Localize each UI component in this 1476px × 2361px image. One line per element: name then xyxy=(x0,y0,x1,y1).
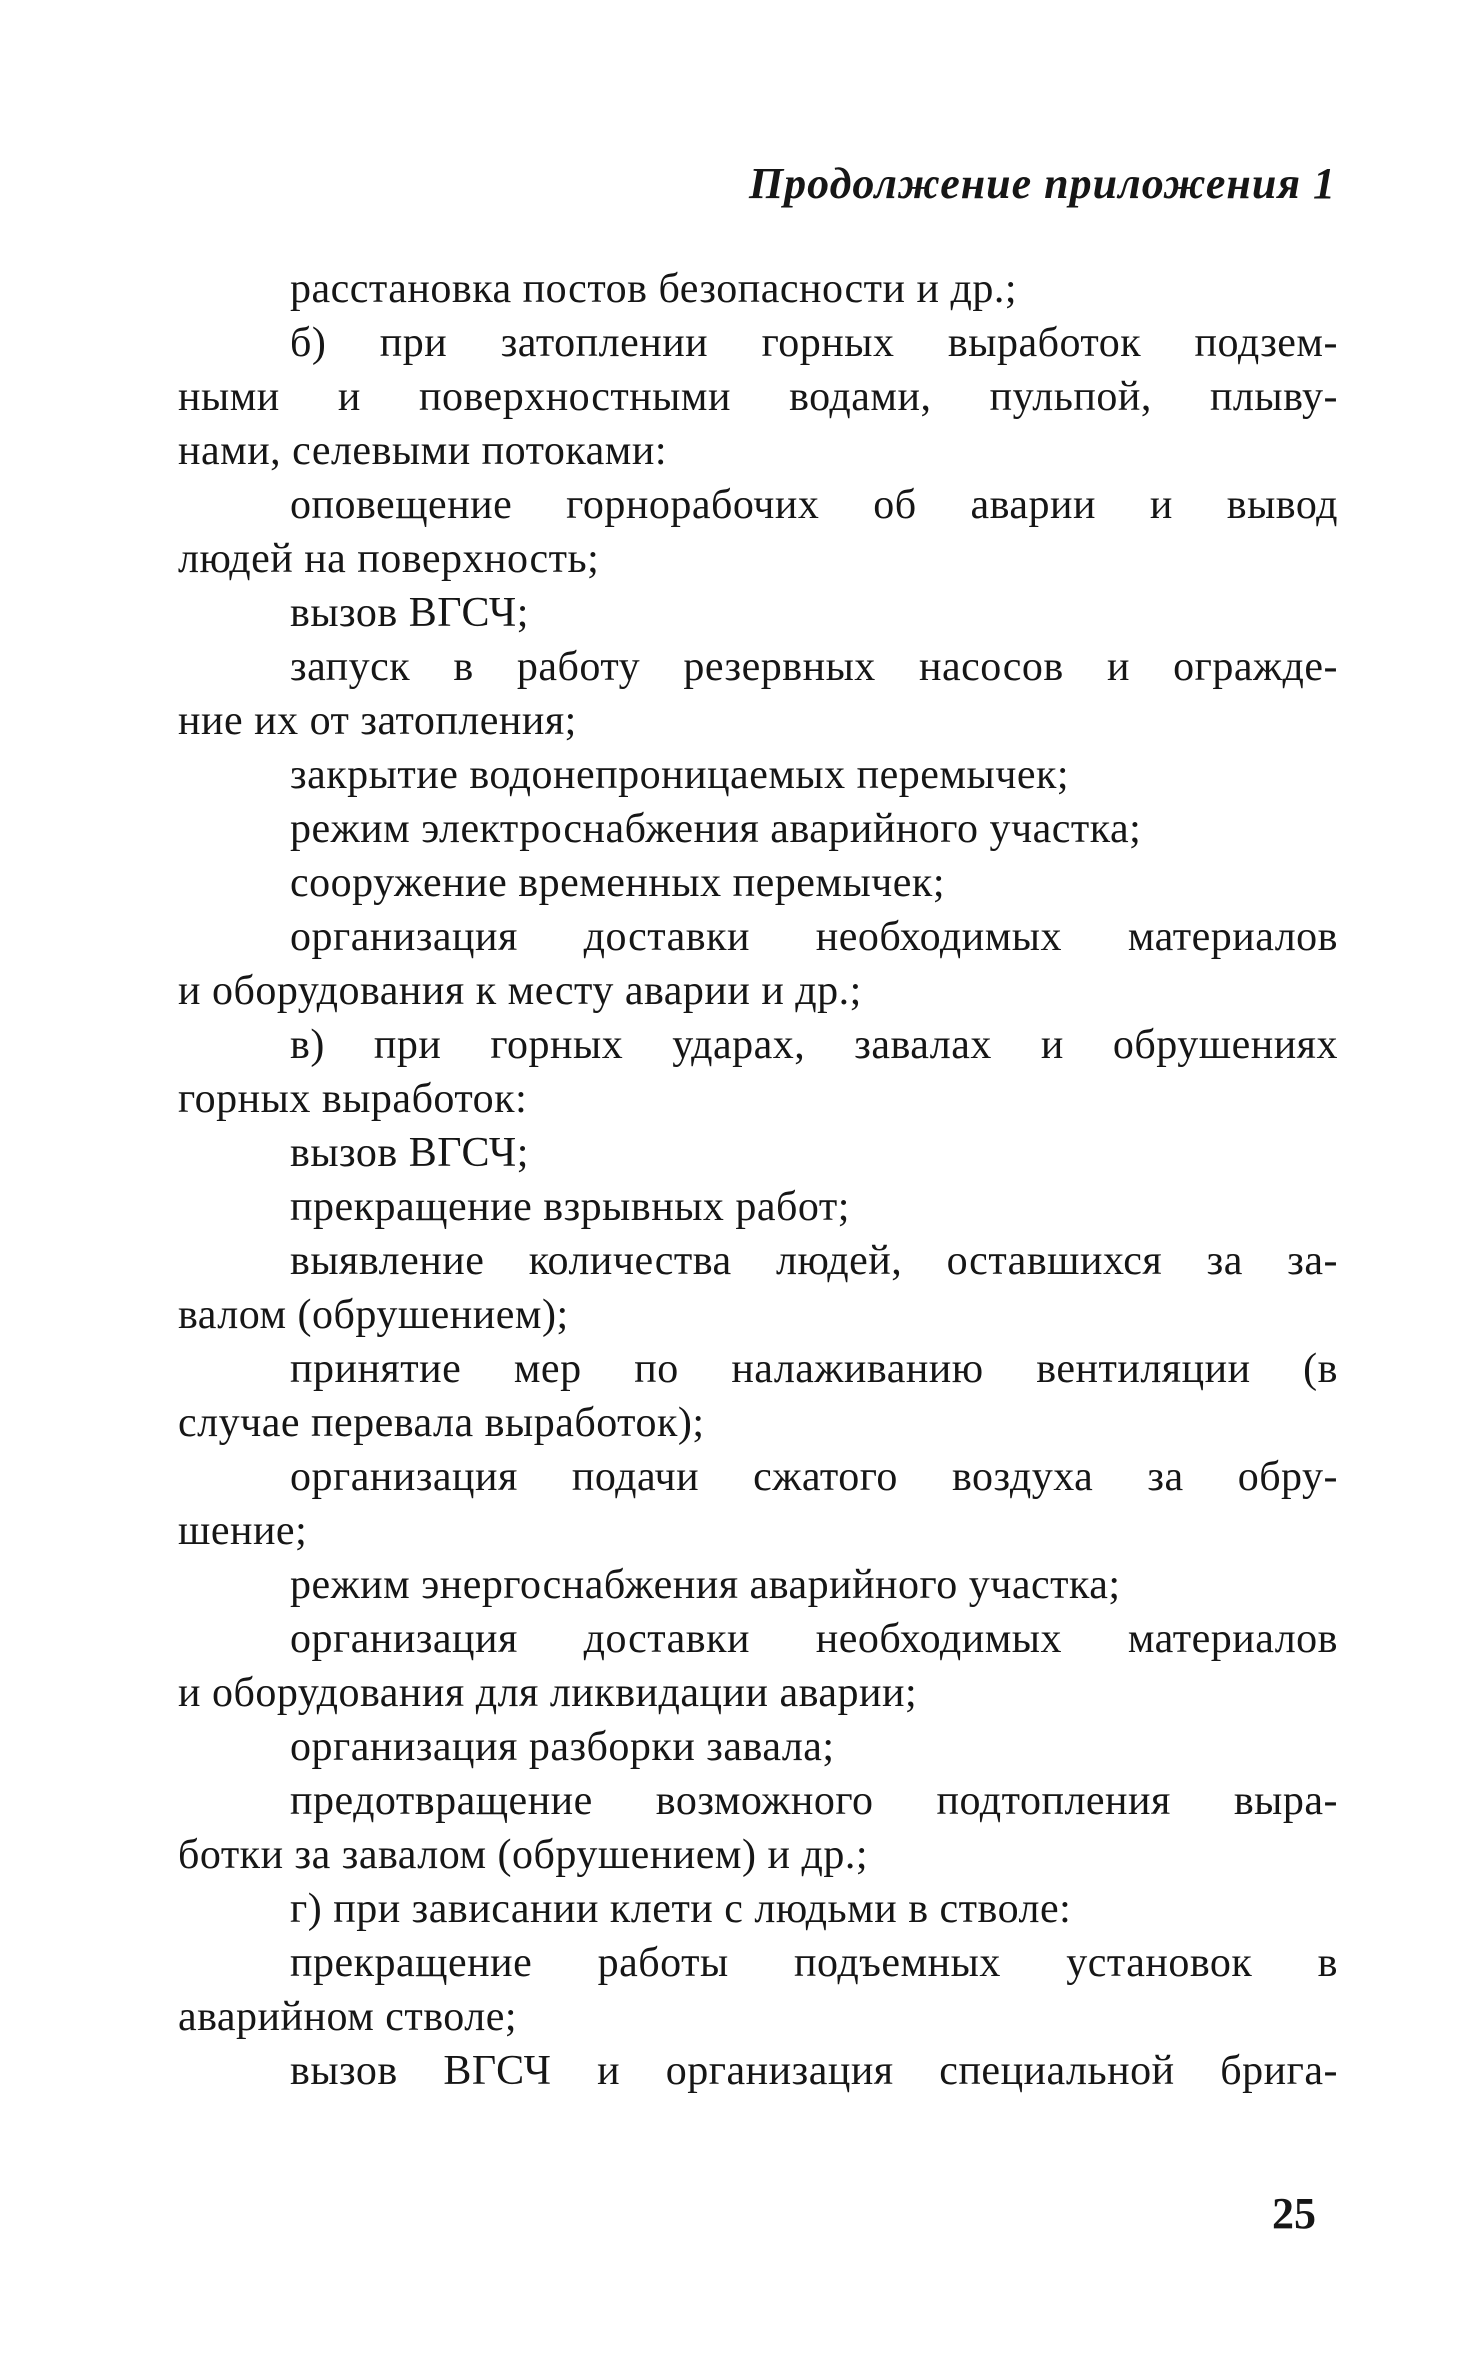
text-line: и оборудования для ликвидации аварии; xyxy=(178,1670,918,1716)
text-line: сооружение временных перемычек; xyxy=(290,860,945,906)
text-line: в) при горных ударах, завалах и обрушениях xyxy=(290,1022,1338,1068)
text-line: оповещение горнорабочих об аварии и вывод xyxy=(290,482,1338,528)
text-line: вызов ВГСЧ; xyxy=(290,1130,529,1176)
text-line: организация доставки необходимых материалов xyxy=(290,1616,1338,1662)
text-line: и оборудования к месту аварии и др.; xyxy=(178,968,862,1014)
text-line: прекращение работы подъемных установок в xyxy=(290,1940,1338,1986)
text-line: нами, селевыми потоками: xyxy=(178,428,668,474)
text-line: выявление количества людей, оставшихся за за- xyxy=(290,1238,1338,1284)
text-line: предотвращение возможного подтопления выра- xyxy=(290,1778,1338,1824)
text-line: людей на поверхность; xyxy=(178,536,600,582)
text-line: г) при зависании клети с людьми в стволе: xyxy=(290,1886,1072,1932)
running-head: Продолжение приложения 1 xyxy=(748,159,1336,208)
text-line: б) при затоплении горных выработок подзем- xyxy=(290,320,1338,366)
text-line: горных выработок: xyxy=(178,1076,528,1122)
text-line: расстановка постов безопасности и др.; xyxy=(290,266,1018,312)
text-line: случае перевала выработок); xyxy=(178,1400,705,1446)
text-line: организация доставки необходимых материалов xyxy=(290,914,1338,960)
body-text xyxy=(178,262,1338,2098)
text-line: шение; xyxy=(178,1508,308,1554)
page-number: 25 xyxy=(1272,2189,1316,2238)
text-line: закрытие водонепроницаемых перемычек; xyxy=(290,752,1070,798)
text-line: организация подачи сжатого воздуха за обру- xyxy=(290,1454,1338,1500)
text-line: ными и поверхностными водами, пульпой, плыву- xyxy=(178,374,1338,420)
text-line: организация разборки завала; xyxy=(290,1724,835,1770)
text-line: вызов ВГСЧ; xyxy=(290,590,529,636)
text-line: режим энергоснабжения аварийного участка; xyxy=(290,1562,1121,1608)
text-line: ние их от затопления; xyxy=(178,698,577,744)
text-line: валом (обрушением); xyxy=(178,1292,569,1338)
text-line: запуск в работу резервных насосов и огражде- xyxy=(290,644,1338,690)
text-line: аварийном стволе; xyxy=(178,1994,518,2040)
text-line: принятие мер по налаживанию вентиляции (в xyxy=(290,1346,1338,1392)
text-line: вызов ВГСЧ и организация специальной брига- xyxy=(290,2048,1338,2094)
text-line: прекращение взрывных работ; xyxy=(290,1184,850,1230)
text-line: режим электроснабжения аварийного участка; xyxy=(290,806,1142,852)
text-line: ботки за завалом (обрушением) и др.; xyxy=(178,1832,868,1878)
